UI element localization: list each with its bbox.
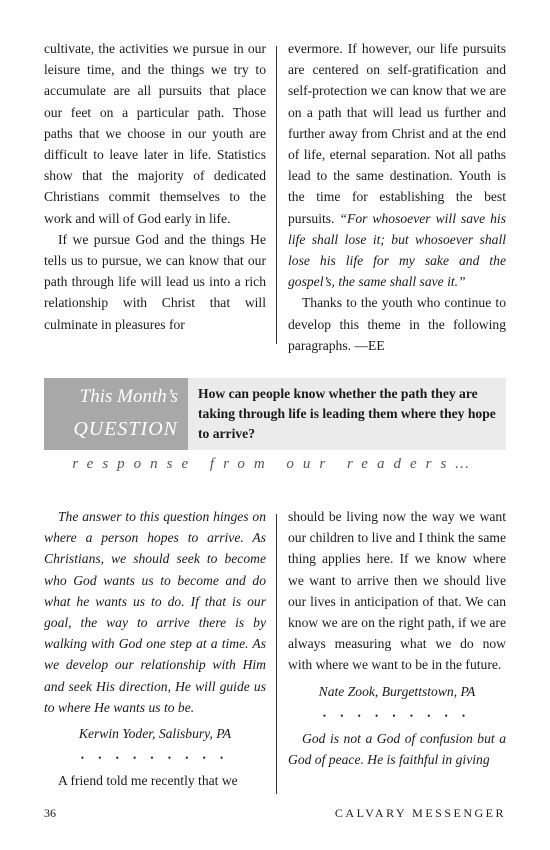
- question-label-line2: QUESTION: [73, 418, 178, 440]
- reader-response: should be living now the way we want our children to live and I think the same thing applies here. If we know where we want to arrive then we should live our lives in anticipation of that. We can know we are on the right path, if we are always measuring what we do now with where we want to be in the future.: [288, 509, 506, 673]
- scripture-quote: “For whosoever will save his life shall lose it; but whosoever shall lose his life for my sake and the gospel’s, the same shall save it.”: [288, 210, 506, 290]
- response-divider: • • • • • • • • •: [322, 710, 472, 721]
- article-paragraph: cultivate, the activities we pursue in our leisure time, and the things we try to accumulate are all pursuits that place our feet on a particular path. Those paths that we choose in our youth are difficult to leave later in life. Statistics show that the majority of dedicated Christians commit themselves to the work and will of God early in life.: [44, 41, 266, 226]
- column-divider: [276, 46, 277, 344]
- column-divider: [276, 514, 277, 794]
- response-heading: response from our readers…: [72, 456, 478, 472]
- response-signature: Kerwin Yoder, Salisbury, PA: [78, 726, 232, 742]
- responses-column-right: [288, 506, 506, 770]
- article-paragraph: Thanks to the youth who continue to develop this theme in the following paragraphs. —EE: [288, 295, 506, 353]
- article-paragraph: [288, 38, 506, 292]
- response-divider: • • • • • • • • •: [80, 753, 230, 764]
- question-label: [44, 378, 188, 450]
- publication-title: CALVARY MESSENGER: [334, 806, 506, 820]
- page-number: 36: [44, 806, 56, 820]
- question-text: How can people know whether the path they are taking through life is leading them where they hope to arrive?: [188, 378, 506, 450]
- question-label-line1: This Month’s: [79, 386, 178, 407]
- article-column-top-left: [44, 38, 266, 335]
- response-signature: Nate Zook, Burgettstown, PA: [318, 683, 476, 699]
- reader-response: God is not a God of confusion but a God of peace. He is faithful in giving: [288, 730, 506, 768]
- reader-response: A friend told me recently that we: [58, 773, 238, 789]
- article-text: evermore. If however, our life pursuits are centered on self-gratification and self-protection we can know that we are on a path that will lead us further and further away from Christ and at the end of life, eternal separation. Not all paths lead to the same destination. Youth is the time for establishing the best pursuits.: [288, 41, 506, 226]
- article-paragraph: If we pursue God and the things He tells us to pursue, we can know that our path through life will lead us into a rich relationship with Christ that will culminate in pleasures for: [44, 231, 266, 332]
- reader-response: The answer to this question hinges on where a person hopes to arrive. As Christians, we should seek to become who God wants us to become and do what he wants us to do. If that is our goal, the way to arrive there is by walking with God one step at a time. As we develop our relationship with Him and seek His direction, He will guide us to where He wants us to be.: [44, 509, 266, 715]
- article-column-top-right: [288, 38, 506, 356]
- question-banner: [44, 378, 506, 450]
- responses-column-left: [44, 506, 266, 791]
